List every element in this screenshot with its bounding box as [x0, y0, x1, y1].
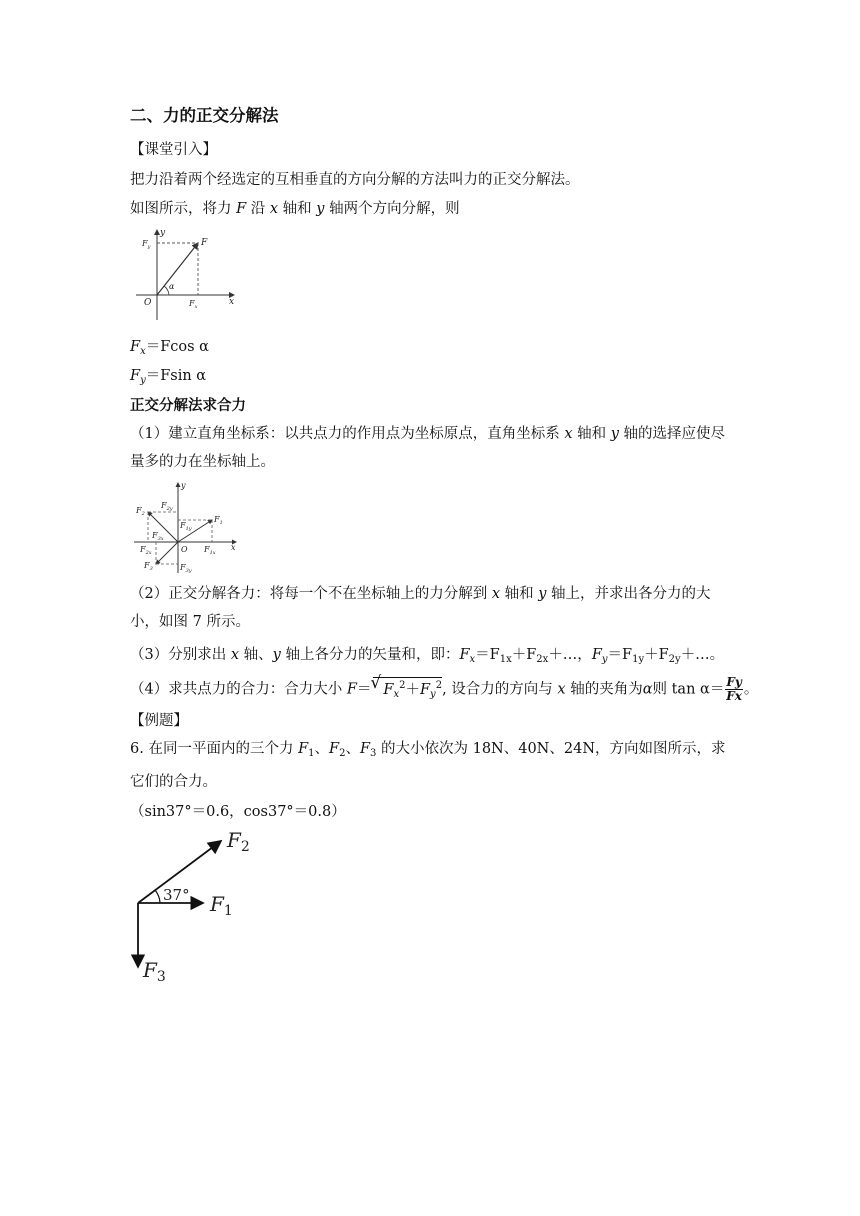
given-values: （sin37°＝0.6，cos37°＝0.8） — [130, 804, 346, 820]
example-heading: 【例题】 — [130, 713, 188, 729]
origin-label: O — [181, 545, 188, 554]
problem-statement: 6. 在同一平面内的三个力 $F_1$、$F_2$、$F_3$ 的大小依次为 18N、40N、24N，方向如图所示，求它们的合力。 — [130, 741, 726, 790]
f1y-label: $F_{1y}$ — [180, 521, 192, 532]
x-axis-label: x — [229, 297, 235, 307]
y-axis-label: y — [160, 228, 166, 238]
method-heading: 正交分解法求合力 — [130, 398, 246, 414]
alpha-label: α — [169, 282, 175, 291]
x-axis-label: x — [231, 543, 236, 552]
f3y-label: $F_{3y}$ — [180, 563, 192, 574]
angle-arc — [155, 890, 160, 903]
formula-fx: $F_x=Fcos$ α — [130, 339, 209, 357]
f1-label: $F_1$ — [214, 515, 223, 526]
step-2: （2）正交分解各力：将每一个不在坐标轴上的力分解到 x 轴和 y 轴上，并求出各分力的大小，如图 7 所示。 — [130, 586, 711, 630]
intro-definition: 把力沿着两个经选定的互相垂直的方向分解的方法叫力的正交分解法。 — [130, 172, 580, 188]
force-f-vector — [157, 243, 198, 295]
intro-heading: 【课堂引入】 — [130, 142, 217, 158]
force-decomposition-diagram — [130, 226, 240, 321]
f2-label: $F_2$ — [136, 506, 145, 517]
step-4: （4）求共点力的合力：合力大小 F＝√ $F_x^2+F_y^2$, 设合力的方向与 x 轴的夹角为α则 tan α＝ $\frac{Fy}{Fx}$ 。 — [130, 676, 758, 703]
step-1: （1）建立直角坐标系：以共点力的作用点为坐标原点，直角坐标系 x 轴和 y 轴的选择应使尽量多的力在坐标轴上。 — [130, 426, 726, 470]
square-root: √ $F_x^2+F_y^2$ — [373, 677, 442, 703]
angle-label: 37° — [163, 886, 190, 904]
origin-label: O — [144, 298, 152, 308]
force-f-label: F — [201, 238, 208, 248]
step-3: （3）分别求出 x 轴、y 轴上各分力的矢量和，即：$F_x=F_{1x}+F_{2x}+\dots$，$F_y=F_{1y}+F_{2y}+\dots$。 — [130, 647, 725, 665]
f3x-label: $F_{3x}$ — [152, 531, 164, 542]
f2x-label: $F_{2x}$ — [140, 545, 152, 556]
multi-force-diagram — [130, 480, 245, 575]
tan-fraction: $\frac{Fy}{Fx}$ — [726, 675, 742, 703]
fy-label: $F_y$ — [142, 239, 151, 250]
section-title: 二、力的正交分解法 — [130, 106, 279, 125]
f1-label: $F_1$ — [210, 892, 233, 919]
f1x-label: $F_{1x}$ — [204, 545, 216, 556]
f2y-label: $F_{2y}$ — [161, 501, 173, 512]
formula-fy: $F_y=Fsin$ α — [130, 368, 207, 386]
y-axis-label: y — [181, 481, 186, 490]
fx-label: $F_x$ — [189, 299, 198, 310]
force-f3-vector — [156, 542, 178, 564]
f2-label: $F_2$ — [227, 828, 250, 855]
f3-label: $F_3$ — [144, 561, 153, 572]
intro-figure-caption: 如图所示，将力 F 沿 x 轴和 y 轴两个方向分解，则 — [130, 201, 460, 217]
three-force-diagram — [125, 825, 265, 990]
f3-label: $F_3$ — [143, 958, 166, 985]
